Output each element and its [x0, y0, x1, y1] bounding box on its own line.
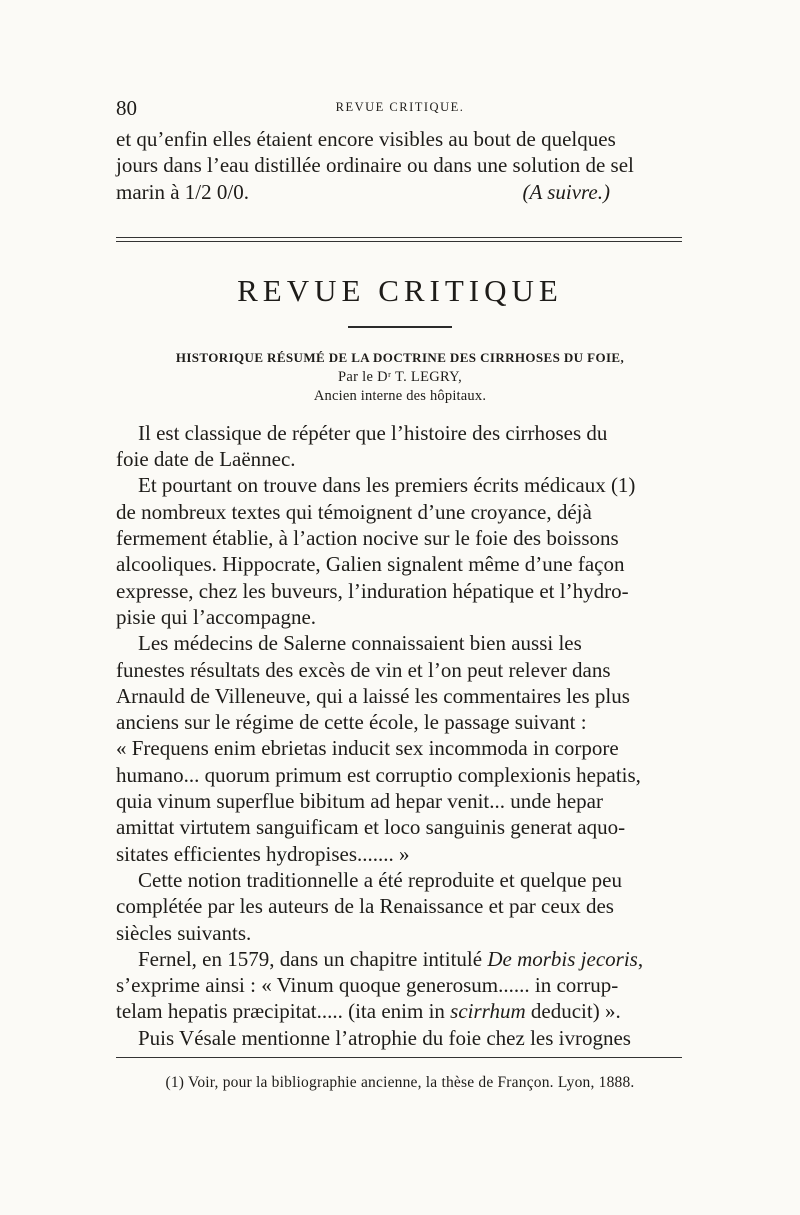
latin-term: scirrhum	[450, 999, 526, 1024]
paragraph-3	[116, 630, 684, 867]
text-line: et qu’enfin elles étaient encore visibles au bout de quelques	[116, 127, 616, 151]
text-line: humano... quorum primum est corruptio complexionis hepatis,	[116, 762, 641, 787]
footnote: (1) Voir, pour la bibliographie ancienne, la thèse de Françon. Lyon, 1888.	[165, 1074, 635, 1092]
footnote-rule	[116, 1057, 682, 1058]
text-line: pisie qui l’accompagne.	[116, 604, 317, 629]
text-fragment: marin à 1/2 0/0.	[116, 179, 249, 204]
text-line: quia vinum superflue bibitum ad hepar venit... unde hepar	[116, 789, 603, 814]
text-line: Arnauld de Villeneuve, qui a laissé les commentaires les plus	[116, 683, 630, 708]
text-fragment: deducit) ».	[525, 999, 621, 1024]
page-number: 80	[116, 96, 137, 120]
text-line: anciens sur le régime de cette école, le passage suivant :	[116, 710, 587, 735]
text-line: Il est classique de répéter que l’histoire des cirrhoses du	[138, 420, 608, 445]
text-line: de nombreux textes qui témoignent d’une croyance, déjà	[116, 499, 592, 524]
text-fragment: telam hepatis præcipitat..... (ita enim in	[116, 999, 451, 1024]
text-line: amittat virtutem sanguificam et loco sanguinis generat aquo-	[116, 815, 626, 840]
text-line: Puis Vésale mentionne l’atrophie du foie chez les ivrognes	[138, 1025, 631, 1050]
book-page	[116, 96, 684, 1092]
text-line: fermement établie, à l’action nocive sur le foie des boissons	[116, 526, 619, 551]
latin-title: De morbis jecoris	[487, 946, 638, 971]
text-line: Et pourtant on trouve dans les premiers écrits médicaux (1)	[138, 473, 636, 498]
paragraph-2	[116, 472, 684, 630]
to-be-continued-note: (A suivre.)	[522, 179, 610, 204]
text-line: complétée par les auteurs de la Renaissance et par ceux des	[116, 894, 614, 919]
section-divider	[116, 237, 682, 242]
text-line: alcooliques. Hippocrate, Galien signalent même d’une façon	[116, 552, 625, 577]
page-header	[116, 96, 684, 126]
text-line: sitates efficientes hydropises....... »	[116, 841, 410, 866]
text-line: expresse, chez les buveurs, l’induration hépatique et l’hydro-	[116, 578, 629, 603]
section-title: REVUE CRITIQUE	[237, 272, 563, 308]
article-byline: Par le Dʳ T. LEGRY,	[337, 368, 463, 385]
text-line: Les médecins de Salerne connaissaient bien aussi les	[138, 631, 582, 656]
paragraph-1	[116, 420, 684, 473]
article-affiliation: Ancien interne des hôpitaux.	[313, 387, 487, 404]
continuation-text	[116, 126, 684, 205]
text-line: funestes résultats des excès de vin et l’on peut relever dans	[116, 657, 611, 682]
title-rule	[348, 326, 452, 328]
running-title: REVUE CRITIQUE.	[335, 100, 465, 114]
text-line: Cette notion traditionnelle a été reproduite et quelque peu	[138, 867, 622, 892]
text-line: s’exprime ainsi : « Vinum quoque generosum...... in corrup-	[116, 973, 619, 998]
text-line	[116, 998, 684, 1024]
text-fragment: Fernel, en 1579, dans un chapitre intitulé	[138, 946, 488, 971]
text-line	[116, 946, 684, 972]
text-line	[116, 179, 684, 205]
paragraph-5	[116, 946, 684, 1025]
paragraph-6	[116, 1025, 684, 1051]
text-line: siècles suivants.	[116, 920, 252, 945]
paragraph-4	[116, 867, 684, 946]
text-line: « Frequens enim ebrietas inducit sex incommoda in corpore	[116, 736, 619, 761]
article-title: HISTORIQUE RÉSUMÉ DE LA DOCTRINE DES CIRRHOSES DU FOIE,	[175, 349, 625, 365]
text-fragment: ,	[637, 946, 644, 971]
text-line: foie date de Laënnec.	[116, 447, 296, 472]
text-line: jours dans l’eau distillée ordinaire ou dans une solution de sel	[116, 153, 634, 178]
